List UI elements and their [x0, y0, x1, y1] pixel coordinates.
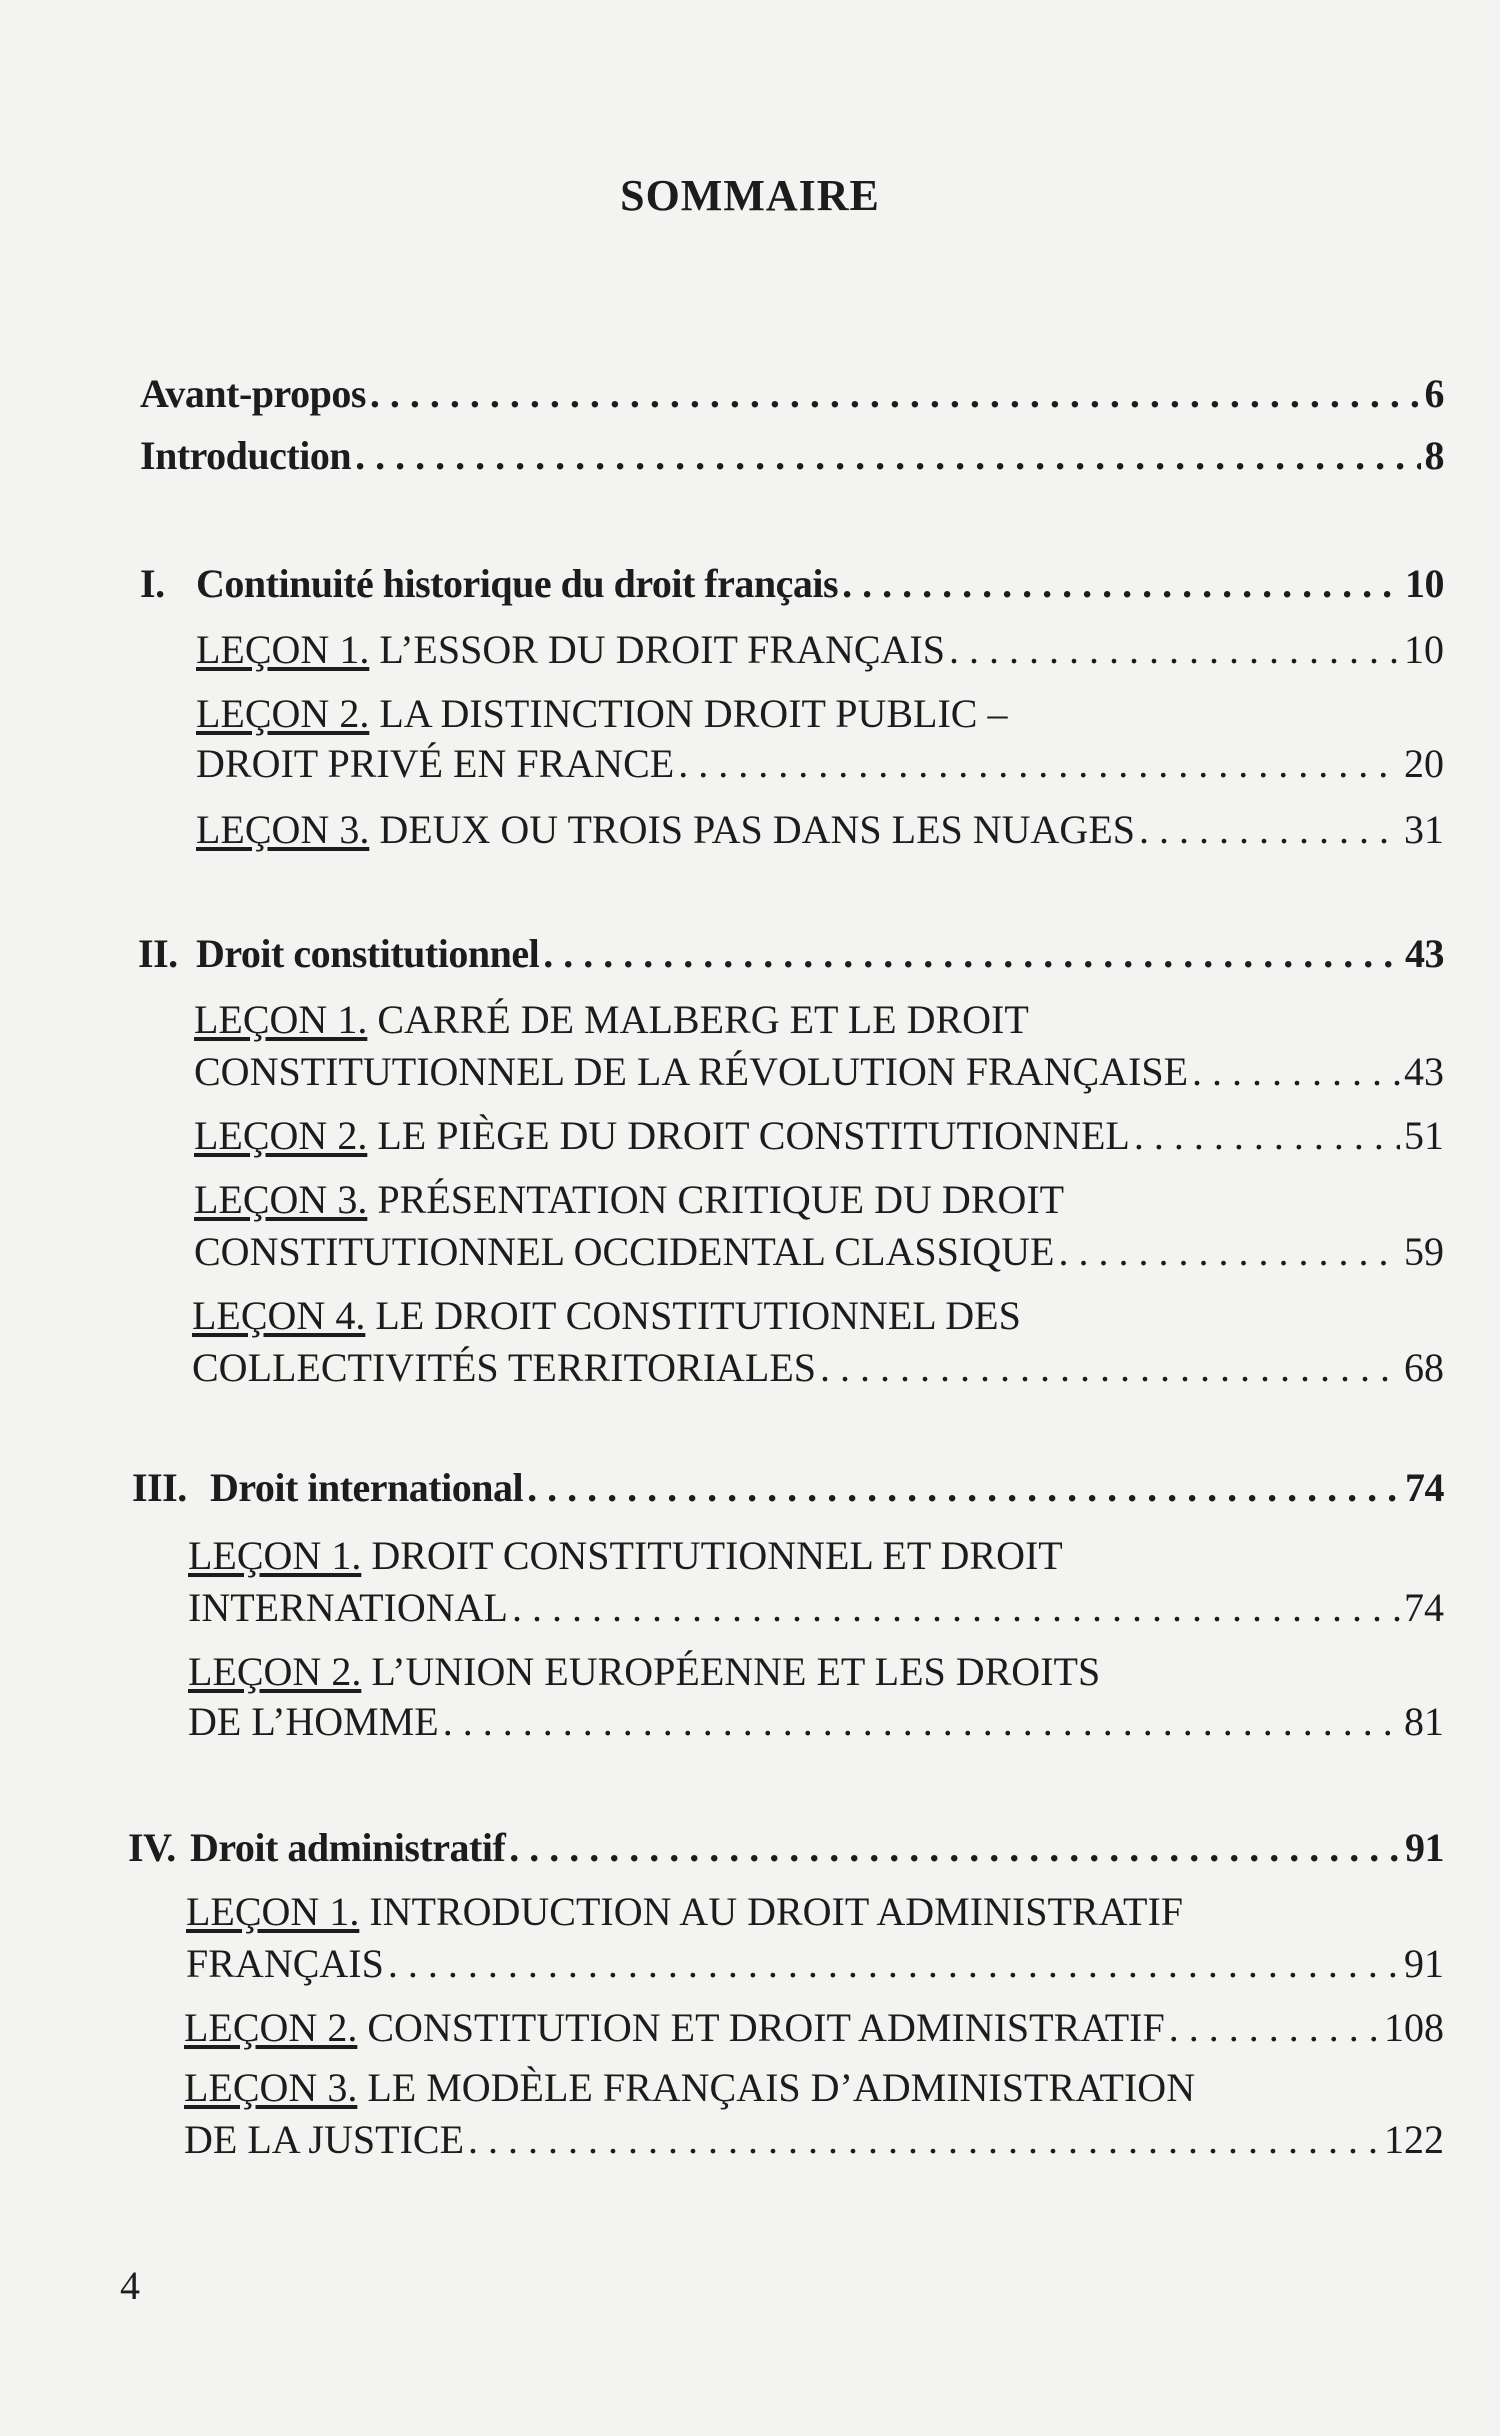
- toc-part-1: I. Continuité historique du droit français . . . 10: [140, 560, 1444, 607]
- toc-lesson-1-2-line1: LEÇON 2. LA DISTINCTION DROIT PUBLIC –: [196, 691, 1008, 736]
- toc-lesson-1-3: LEÇON 3. DEUX OU TROIS PAS DANS LES NUAGES . . . 31: [196, 806, 1444, 853]
- toc-lesson-2-4-line1: LEÇON 4. LE DROIT CONSTITUTIONNEL DES: [192, 1293, 1021, 1338]
- toc-lesson-4-2: LEÇON 2. CONSTITUTION ET DROIT ADMINISTRATIF . . . 108: [184, 2004, 1444, 2051]
- toc-lesson-3-1-line1: LEÇON 1. DROIT CONSTITUTIONNEL ET DROIT: [188, 1533, 1063, 1578]
- toc-lesson-3-2-line1: LEÇON 2. L’UNION EUROPÉENNE ET LES DROITS: [188, 1649, 1101, 1694]
- toc-lesson-1-2: DROIT PRIVÉ EN FRANCE . . . 20: [196, 740, 1444, 787]
- toc-lesson-1-1: LEÇON 1. L’ESSOR DU DROIT FRANÇAIS . . . 10: [196, 626, 1444, 673]
- toc-lesson-2-4: COLLECTIVITÉS TERRITORIALES . . . 68: [192, 1344, 1444, 1391]
- toc-lesson-4-3-line1: LEÇON 3. LE MODÈLE FRANÇAIS D’ADMINISTRATION: [184, 2065, 1196, 2110]
- toc-lesson-2-3: CONSTITUTIONNEL OCCIDENTAL CLASSIQUE . . . 59: [194, 1228, 1444, 1275]
- toc-part-2: II. Droit constitutionnel . . . 43: [138, 930, 1444, 977]
- page-number: 4: [120, 2263, 140, 2308]
- toc-lesson-4-3: DE LA JUSTICE . . . 122: [184, 2116, 1444, 2163]
- toc-entry-avant-propos: Avant-propos . . . 6: [140, 370, 1444, 417]
- toc-part-4: IV. Droit administratif . . . 91: [128, 1824, 1444, 1871]
- toc-lesson-3-1: INTERNATIONAL . . . 74: [188, 1584, 1444, 1631]
- toc-lesson-3-2: DE L’HOMME . . . 81: [188, 1698, 1444, 1745]
- toc-lesson-2-3-line1: LEÇON 3. PRÉSENTATION CRITIQUE DU DROIT: [194, 1177, 1065, 1222]
- toc-lesson-4-1: FRANÇAIS . . . 91: [186, 1940, 1444, 1987]
- toc-part-3: III. Droit international . . . 74: [132, 1464, 1444, 1511]
- toc-entry-introduction: Introduction . . . 8: [140, 432, 1444, 479]
- toc-lesson-2-1-line1: LEÇON 1. CARRÉ DE MALBERG ET LE DROIT: [194, 997, 1029, 1042]
- toc-lesson-4-1-line1: LEÇON 1. INTRODUCTION AU DROIT ADMINISTRATIF: [186, 1889, 1184, 1934]
- page-title: SOMMAIRE: [620, 171, 880, 220]
- toc-lesson-2-2: LEÇON 2. LE PIÈGE DU DROIT CONSTITUTIONNEL . . . 51: [194, 1112, 1444, 1159]
- toc-lesson-2-1: CONSTITUTIONNEL DE LA RÉVOLUTION FRANÇAISE . . . 43: [194, 1048, 1444, 1095]
